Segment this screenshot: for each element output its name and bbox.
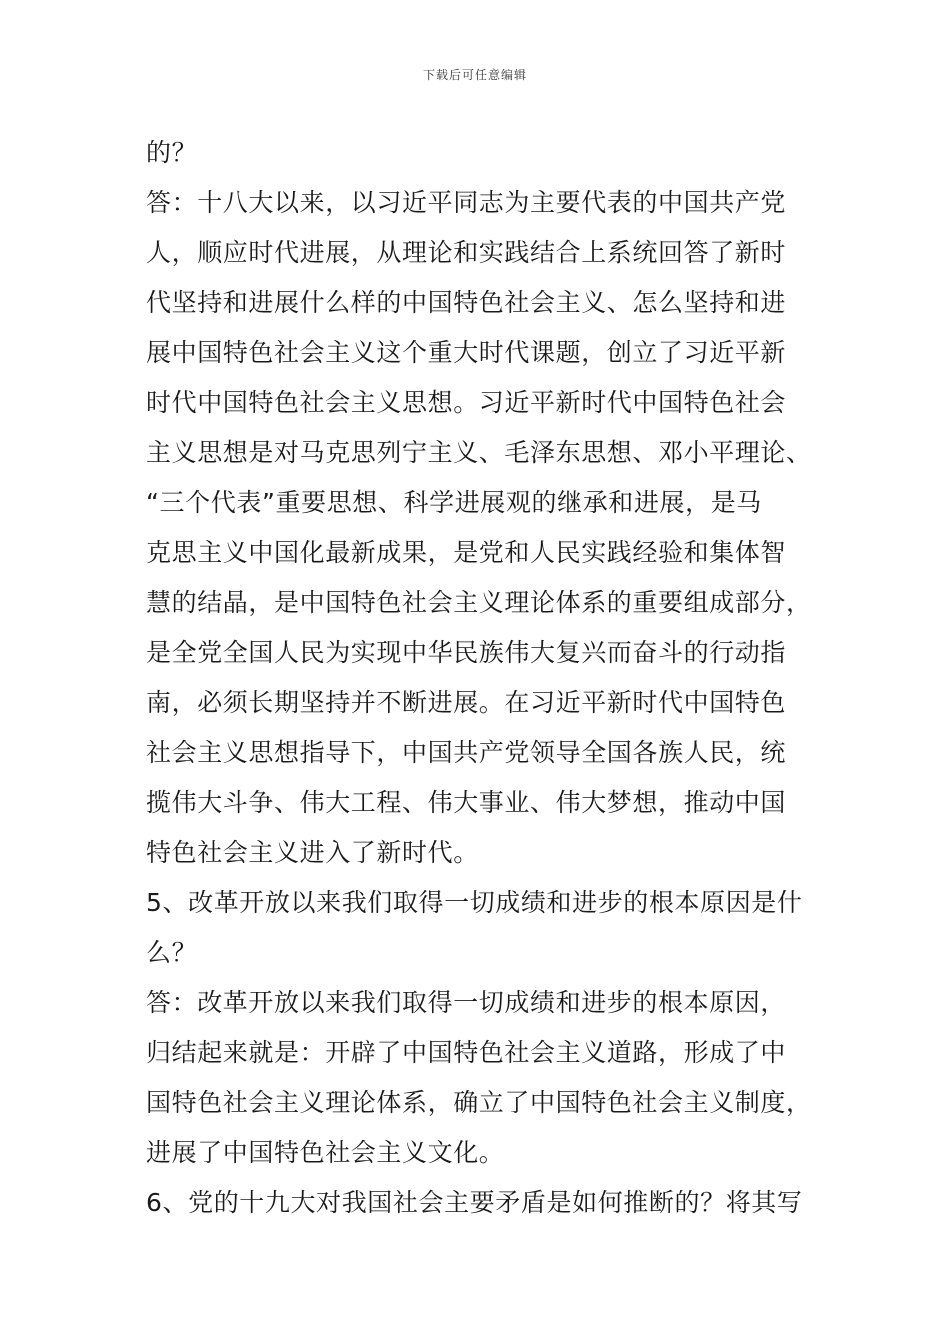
text-line: 答：改革开放以来我们取得一切成绩和进步的根本原因， — [146, 988, 787, 1017]
text-line: 答：十八大以来，以习近平同志为主要代表的中国共产党 — [146, 188, 787, 217]
text-line: 南，必须长期坚持并不断进展。在习近平新时代中国特色 — [146, 688, 787, 717]
text-line: 的？ — [146, 138, 198, 167]
text-line: 是全党全国人民为实现中华民族伟大复兴而奋斗的行动指 — [146, 638, 787, 667]
text-line: 归结起来就是：开辟了中国特色社会主义道路，形成了中 — [146, 1038, 787, 1067]
document-body — [146, 128, 826, 1228]
text-line: “三个代表”重要思想、科学进展观的继承和进展，是马 — [146, 488, 762, 517]
text-line: 揽伟大斗争、伟大工程、伟大事业、伟大梦想，推动中国 — [146, 788, 787, 817]
page-header: 下载后可任意编辑 — [422, 68, 527, 82]
text-line: 国特色社会主义理论体系，确立了中国特色社会主义制度， — [146, 1088, 812, 1117]
text-line: 慧的结晶，是中国特色社会主义理论体系的重要组成部分， — [146, 588, 812, 617]
question-line: 么？ — [146, 938, 198, 967]
question-line: 5、改革开放以来我们取得一切成绩和进步的根本原因是什 — [146, 888, 803, 917]
text-line: 人，顺应时代进展，从理论和实践结合上系统回答了新时 — [146, 238, 787, 267]
text-line: 展中国特色社会主义这个重大时代课题，创立了习近平新 — [146, 338, 787, 367]
question-line: 6、党的十九大对我国社会主要矛盾是如何推断的？将其写 — [146, 1188, 803, 1217]
text-line: 社会主义思想指导下，中国共产党领导全国各族人民，统 — [146, 738, 787, 767]
text-line: 特色社会主义进入了新时代。 — [146, 838, 479, 867]
text-line: 克思主义中国化最新成果，是党和人民实践经验和集体智 — [146, 538, 787, 567]
text-line: 进展了中国特色社会主义文化。 — [146, 1138, 505, 1167]
text-line: 时代中国特色社会主义思想。习近平新时代中国特色社会 — [146, 388, 787, 417]
text-line: 主义思想是对马克思列宁主义、毛泽东思想、邓小平理论、 — [146, 438, 812, 467]
text-line: 代坚持和进展什么样的中国特色社会主义、怎么坚持和进 — [146, 288, 787, 317]
